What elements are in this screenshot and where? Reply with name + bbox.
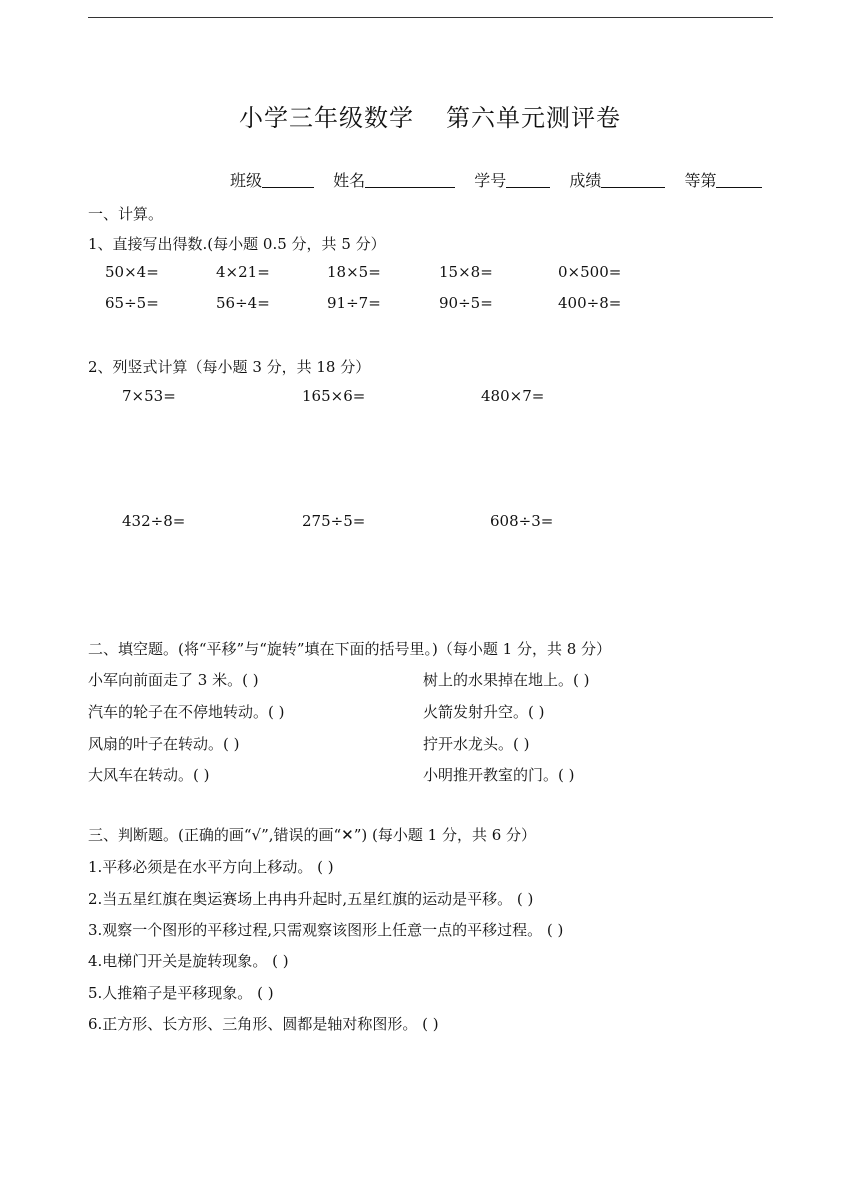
oral-problem: 50×4= <box>105 263 159 281</box>
title-unit: 第六单元测评卷 <box>446 104 621 132</box>
fill-item: 汽车的轮子在不停地转动。( ) <box>88 703 285 721</box>
judge-item: 5.人推箱子是平移现象。 ( ) <box>88 984 274 1002</box>
section2-heading: 二、填空题。(将“平移”与“旋转”填在下面的括号里。)（每小题 1 分，共 8 分） <box>88 640 612 658</box>
student-number-blank[interactable] <box>506 171 550 188</box>
fill-item: 拧开水龙头。( ) <box>423 735 530 753</box>
oral-problem: 65÷5= <box>105 294 159 312</box>
score-field: 成绩 <box>569 168 665 191</box>
score-blank[interactable] <box>601 171 665 188</box>
section1-heading: 一、计算。 <box>88 205 164 223</box>
title-grade-subject: 小学三年级数学 <box>239 104 414 132</box>
vertical-problem: 480×7= <box>481 387 545 405</box>
oral-problem: 91÷7= <box>327 294 381 312</box>
judge-item: 3.观察一个图形的平移过程,只需观察该图形上任意一点的平移过程。 ( ) <box>88 921 564 939</box>
vertical-problem: 608÷3= <box>490 512 554 530</box>
oral-problem: 56÷4= <box>216 294 270 312</box>
oral-problem: 4×21= <box>216 263 270 281</box>
class-field: 班级 <box>230 168 314 191</box>
fill-item: 风扇的叶子在转动。( ) <box>88 735 240 753</box>
oral-problem: 18×5= <box>327 263 381 281</box>
name-field: 姓名 <box>333 168 455 191</box>
judge-item: 6.正方形、长方形、三角形、圆都是轴对称图形。 ( ) <box>88 1015 439 1033</box>
oral-problem: 15×8= <box>439 263 493 281</box>
part1-heading: 1、直接写出得数.(每小题 0.5 分，共 5 分） <box>88 235 386 253</box>
fill-item: 大风车在转动。( ) <box>88 766 210 784</box>
oral-problem: 0×500= <box>558 263 622 281</box>
judge-item: 2.当五星红旗在奥运赛场上冉冉升起时,五星红旗的运动是平移。 ( ) <box>88 890 534 908</box>
judge-item: 4.电梯门开关是旋转现象。 ( ) <box>88 952 289 970</box>
vertical-problem: 7×53= <box>122 387 176 405</box>
top-rule <box>88 17 773 18</box>
name-blank[interactable] <box>365 171 455 188</box>
vertical-problem: 432÷8= <box>122 512 186 530</box>
judge-item: 1.平移必须是在水平方向上移动。 ( ) <box>88 858 334 876</box>
page-title <box>0 98 860 133</box>
student-number-field: 学号 <box>474 168 550 191</box>
fill-item: 火箭发射升空。( ) <box>423 703 545 721</box>
oral-problem: 400÷8= <box>558 294 622 312</box>
section3-heading: 三、判断题。(正确的画“√”,错误的画“✕”) (每小题 1 分，共 6 分） <box>88 826 537 844</box>
student-info-row <box>230 168 762 191</box>
part2-heading: 2、列竖式计算（每小题 3 分，共 18 分） <box>88 358 371 376</box>
fill-item: 树上的水果掉在地上。( ) <box>423 671 590 689</box>
grade-level-field: 等第 <box>684 168 762 191</box>
grade-level-blank[interactable] <box>716 171 762 188</box>
fill-item: 小军向前面走了 3 米。( ) <box>88 671 259 689</box>
vertical-problem: 275÷5= <box>302 512 366 530</box>
oral-problem: 90÷5= <box>439 294 493 312</box>
fill-item: 小明推开教室的门。( ) <box>423 766 575 784</box>
vertical-problem: 165×6= <box>302 387 366 405</box>
class-blank[interactable] <box>262 171 314 188</box>
